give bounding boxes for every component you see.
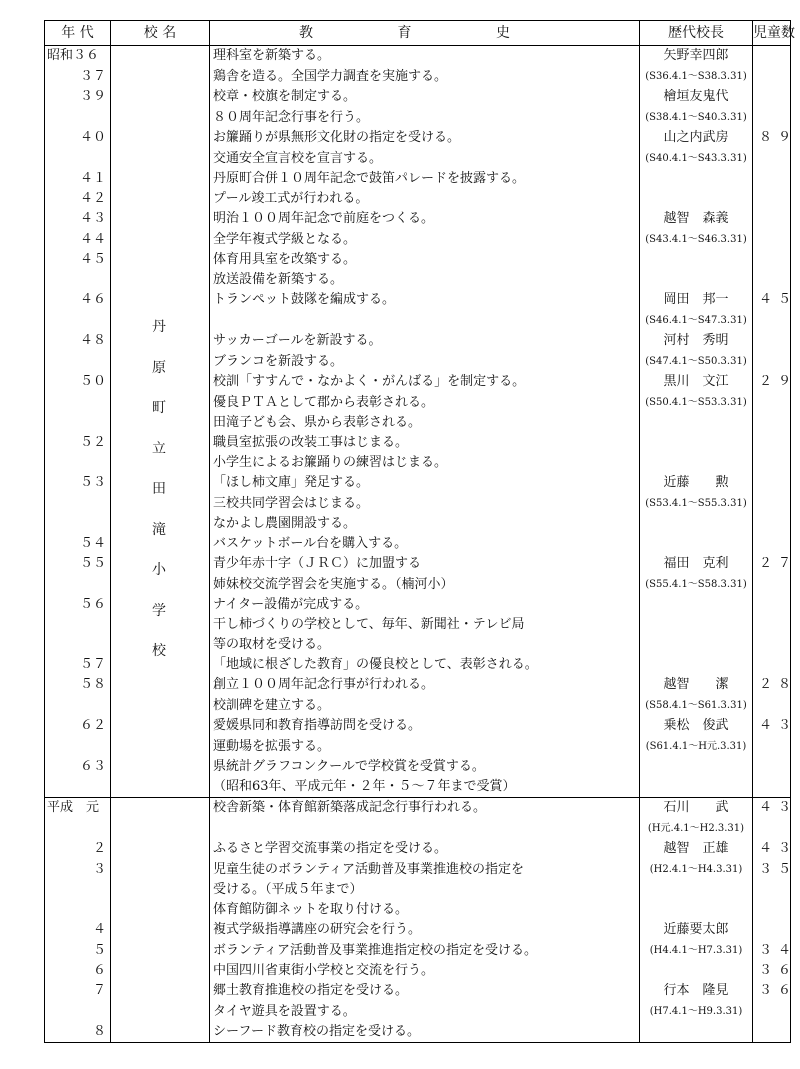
- year-cell: ４３: [45, 209, 111, 229]
- table-row: [45, 940, 791, 961]
- year-cell: ３９: [45, 87, 111, 107]
- pupil-count-cell: [753, 880, 791, 900]
- school-cell: [111, 148, 210, 169]
- school-cell: [111, 189, 210, 209]
- pupil-count-cell: [753, 351, 791, 372]
- principal-name-cell: [640, 615, 753, 635]
- pupil-count-cell: [753, 392, 791, 413]
- history-event-cell: [210, 818, 640, 839]
- history-event-cell: 田滝子ども会、県から表彰される。: [210, 413, 640, 433]
- pupil-count-cell: ３４: [753, 940, 791, 961]
- history-event-cell: 校舎新築・体育館新築落成記念行事行われる。: [210, 798, 640, 819]
- principal-name-cell: [640, 250, 753, 270]
- pupil-count-cell: [753, 1001, 791, 1022]
- principal-name-cell: 越智 潔: [640, 675, 753, 695]
- year-cell: [45, 270, 111, 290]
- school-cell: [111, 695, 210, 716]
- school-cell: [111, 250, 210, 270]
- year-cell: ５４: [45, 534, 111, 554]
- pupil-count-cell: [753, 514, 791, 534]
- history-body: [45, 46, 798, 1043]
- pupil-count-cell: [753, 655, 791, 675]
- table-row: [45, 169, 791, 189]
- history-event-cell: ナイター設備が完成する。: [210, 595, 640, 615]
- header-year: 年 代: [45, 21, 111, 46]
- header-principal: 歴代校長: [640, 21, 753, 46]
- year-cell: ４: [45, 920, 111, 940]
- principal-name-cell: 越智 森義: [640, 209, 753, 229]
- table-row: [45, 1001, 791, 1022]
- pupil-count-cell: ４５: [753, 290, 791, 310]
- year-cell: ６２: [45, 716, 111, 736]
- year-cell: ６: [45, 961, 111, 981]
- principal-term-cell: (S55.4.1～S58.3.31): [640, 574, 753, 595]
- principal-name-cell: [640, 961, 753, 981]
- history-event-cell: プール竣工式が行われる。: [210, 189, 640, 209]
- school-name-char: 町: [152, 400, 166, 416]
- pupil-count-cell: [753, 189, 791, 209]
- school-cell: [111, 675, 210, 695]
- year-cell: [45, 736, 111, 757]
- history-event-cell: 体育用具室を改築する。: [210, 250, 640, 270]
- table-row: [45, 87, 791, 107]
- year-cell: ４６: [45, 290, 111, 310]
- history-event-cell: 創立１００周年記念行事が行われる。: [210, 675, 640, 695]
- history-event-cell: シーフード教育校の指定を受ける。: [210, 1022, 640, 1043]
- school-name-char: 立: [152, 440, 166, 457]
- history-table-sheet: [44, 20, 798, 1043]
- school-cell: [111, 209, 210, 229]
- pupil-count-cell: [753, 331, 791, 351]
- history-event-cell: 交通安全宣言校を宣言する。: [210, 148, 640, 169]
- table-row: [45, 839, 791, 859]
- principal-name-cell: [640, 880, 753, 900]
- table-row: [45, 736, 791, 757]
- pupil-count-cell: ２７: [753, 554, 791, 574]
- table-row: [45, 798, 791, 819]
- pupil-count-cell: [753, 209, 791, 229]
- year-cell: 昭和３６: [45, 46, 111, 67]
- history-event-cell: バスケットボール台を購入する。: [210, 534, 640, 554]
- pupil-count-cell: [753, 87, 791, 107]
- table-row: [45, 148, 791, 169]
- school-name-char: 小: [152, 562, 166, 578]
- year-cell: [45, 777, 111, 798]
- pupil-count-cell: ３５: [753, 859, 791, 880]
- year-cell: [45, 574, 111, 595]
- table-row: [45, 128, 791, 148]
- header-history: 教 育 史: [210, 21, 640, 46]
- history-event-cell: 干し柿づくりの学校として、毎年、新聞社・テレビ局: [210, 615, 640, 635]
- year-cell: ３: [45, 859, 111, 880]
- principal-name-cell: [640, 433, 753, 453]
- school-cell: [111, 940, 210, 961]
- school-cell: [111, 818, 210, 839]
- table-row: [45, 961, 791, 981]
- principal-name-cell: [640, 270, 753, 290]
- year-cell: [45, 351, 111, 372]
- history-event-cell: 青少年赤十字（ＪＲＣ）に加盟する: [210, 554, 640, 574]
- history-event-cell: 郷土教育推進校の指定を受ける。: [210, 981, 640, 1001]
- year-cell: ６３: [45, 757, 111, 777]
- history-event-cell: 「ほし柿文庫」発足する。: [210, 473, 640, 493]
- history-event-cell: （昭和63年、平成元年・２年・５～７年まで受賞）: [210, 777, 640, 798]
- year-cell: ４１: [45, 169, 111, 189]
- pupil-count-cell: [753, 107, 791, 128]
- school-cell: [111, 169, 210, 189]
- pupil-count-cell: ３６: [753, 961, 791, 981]
- history-event-cell: お簾踊りが県無形文化財の指定を受ける。: [210, 128, 640, 148]
- table-row: [45, 1022, 791, 1043]
- history-event-cell: ふるさと学習交流事業の指定を受ける。: [210, 839, 640, 859]
- principal-name-cell: 山之内武房: [640, 128, 753, 148]
- school-cell: [111, 290, 210, 310]
- history-event-cell: 校訓碑を建立する。: [210, 695, 640, 716]
- table-row: [45, 818, 791, 839]
- history-event-cell: 校訓「すすんで・なかよく・がんばる」を制定する。: [210, 372, 640, 392]
- table-row: [45, 757, 791, 777]
- principal-term-cell: (H7.4.1～H9.3.31): [640, 1001, 753, 1022]
- school-name-char: 原: [152, 359, 166, 376]
- principal-term-cell: (S40.4.1～S43.3.31): [640, 148, 753, 169]
- pupil-count-cell: [753, 229, 791, 250]
- year-cell: ５３: [45, 473, 111, 493]
- principal-term-cell: (S47.4.1～S50.3.31): [640, 351, 753, 372]
- pupil-count-cell: ４３: [753, 839, 791, 859]
- history-event-cell: 小学生によるお簾踊りの練習はじまる。: [210, 453, 640, 473]
- school-cell: [111, 777, 210, 798]
- year-cell: ４４: [45, 229, 111, 250]
- pupil-count-cell: ３６: [753, 981, 791, 1001]
- year-cell: ５７: [45, 655, 111, 675]
- table-row: [45, 189, 791, 209]
- pupil-count-cell: ４３: [753, 798, 791, 819]
- year-cell: ７: [45, 981, 111, 1001]
- year-cell: [45, 453, 111, 473]
- pupil-count-cell: [753, 615, 791, 635]
- pupil-count-cell: [753, 46, 791, 67]
- history-event-cell: 姉妹校交流学習会を実施する。（楠河小）: [210, 574, 640, 595]
- school-name-char: 滝: [152, 521, 166, 538]
- school-cell: [111, 270, 210, 290]
- school-cell: [111, 981, 210, 1001]
- table-row: [45, 209, 791, 229]
- school-name-char: 学: [152, 602, 166, 619]
- year-cell: ５８: [45, 675, 111, 695]
- pupil-count-cell: [753, 818, 791, 839]
- school-cell: [111, 87, 210, 107]
- pupil-count-cell: [753, 900, 791, 920]
- principal-term-cell: (H2.4.1～H4.3.31): [640, 859, 753, 880]
- year-cell: ３７: [45, 66, 111, 87]
- school-cell: [111, 46, 210, 67]
- school-cell: [111, 880, 210, 900]
- pupil-count-cell: [753, 635, 791, 655]
- pupil-count-cell: [753, 250, 791, 270]
- history-event-cell: 放送設備を新築する。: [210, 270, 640, 290]
- pupil-count-cell: [753, 1022, 791, 1043]
- history-event-cell: 複式学級指導講座の研究会を行う。: [210, 920, 640, 940]
- school-cell: [111, 961, 210, 981]
- principal-name-cell: 河村 秀明: [640, 331, 753, 351]
- pupil-count-cell: [753, 757, 791, 777]
- school-cell: [111, 1001, 210, 1022]
- principal-name-cell: 岡田 邦一: [640, 290, 753, 310]
- school-cell: [111, 229, 210, 250]
- table-row: [45, 250, 791, 270]
- school-cell: [111, 128, 210, 148]
- school-name-char: 丹: [152, 319, 166, 335]
- table-row: [45, 716, 791, 736]
- history-event-cell: なかよし農園開設する。: [210, 514, 640, 534]
- table-row: [45, 107, 791, 128]
- pupil-count-cell: [753, 473, 791, 493]
- principal-name-cell: [640, 757, 753, 777]
- principal-term-cell: (S53.4.1～S55.3.31): [640, 493, 753, 514]
- table-row: [45, 229, 791, 250]
- school-cell: [111, 920, 210, 940]
- header-school: 校 名: [111, 21, 210, 46]
- pupil-count-cell: ８９: [753, 128, 791, 148]
- history-event-cell: 「地域に根ざした教育」の優良校として、表彰される。: [210, 655, 640, 675]
- principal-name-cell: [640, 655, 753, 675]
- school-cell: [111, 798, 210, 819]
- table-row: [45, 695, 791, 716]
- principal-term-cell: (S46.4.1～S47.3.31): [640, 310, 753, 331]
- pupil-count-cell: ２９: [753, 372, 791, 392]
- year-cell: [45, 310, 111, 331]
- history-event-cell: 愛媛県同和教育指導訪問を受ける。: [210, 716, 640, 736]
- year-cell: [45, 514, 111, 534]
- year-cell: [45, 392, 111, 413]
- year-cell: ５５: [45, 554, 111, 574]
- history-event-cell: ボランティア活動普及事業推進指定校の指定を受ける。: [210, 940, 640, 961]
- school-cell: [111, 839, 210, 859]
- school-cell: [111, 736, 210, 757]
- pupil-count-cell: [753, 169, 791, 189]
- principal-name-cell: 福田 克利: [640, 554, 753, 574]
- pupil-count-cell: [753, 310, 791, 331]
- pupil-count-cell: [753, 433, 791, 453]
- principal-name-cell: 近藤 勲: [640, 473, 753, 493]
- principal-term-cell: (S61.4.1～H元.3.31): [640, 736, 753, 757]
- history-event-cell: 体育館防御ネットを取り付ける。: [210, 900, 640, 920]
- principal-name-cell: 黒川 文江: [640, 372, 753, 392]
- year-cell: [45, 695, 111, 716]
- table-row: [45, 66, 791, 87]
- principal-name-cell: [640, 635, 753, 655]
- principal-name-cell: 近藤要太郎: [640, 920, 753, 940]
- principal-term-cell: (S58.4.1～S61.3.31): [640, 695, 753, 716]
- principal-term-cell: (H元.4.1～H2.3.31): [640, 818, 753, 839]
- principal-name-cell: 石川 武: [640, 798, 753, 819]
- principal-term-cell: (S38.4.1～S40.3.31): [640, 107, 753, 128]
- history-event-cell: 児童生徒のボランティア活動普及事業推進校の指定を: [210, 859, 640, 880]
- school-cell: [111, 757, 210, 777]
- year-cell: [45, 148, 111, 169]
- history-event-cell: 県統計グラフコンクールで学校賞を受賞する。: [210, 757, 640, 777]
- principal-term-cell: (S50.4.1～S53.3.31): [640, 392, 753, 413]
- history-event-cell: 職員室拡張の改装工事はじまる。: [210, 433, 640, 453]
- history-event-cell: 全学年複式学級となる。: [210, 229, 640, 250]
- history-event-cell: タイヤ遊具を設置する。: [210, 1001, 640, 1022]
- header-pupils: 児童数: [753, 21, 791, 46]
- history-event-cell: 明治１００周年記念で前庭をつくる。: [210, 209, 640, 229]
- year-cell: [45, 900, 111, 920]
- table-row: [45, 880, 791, 900]
- school-cell: [111, 66, 210, 87]
- principal-term-cell: (S36.4.1～S38.3.31): [640, 66, 753, 87]
- history-event-cell: 校章・校旗を制定する。: [210, 87, 640, 107]
- pupil-count-cell: [753, 736, 791, 757]
- principal-name-cell: 越智 正雄: [640, 839, 753, 859]
- history-event-cell: 等の取材を受ける。: [210, 635, 640, 655]
- year-cell: [45, 493, 111, 514]
- principal-name-cell: [640, 453, 753, 473]
- history-event-cell: 丹原町合併１０周年記念で鼓笛パレードを披露する。: [210, 169, 640, 189]
- pupil-count-cell: [753, 493, 791, 514]
- year-cell: [45, 635, 111, 655]
- table-row: [45, 46, 791, 67]
- year-cell: [45, 615, 111, 635]
- principal-name-cell: 乗松 俊武: [640, 716, 753, 736]
- history-event-cell: 運動場を拡張する。: [210, 736, 640, 757]
- year-cell: [45, 107, 111, 128]
- principal-name-cell: [640, 189, 753, 209]
- year-cell: ５６: [45, 595, 111, 615]
- history-event-cell: サッカーゴールを新設する。: [210, 331, 640, 351]
- pupil-count-cell: [753, 920, 791, 940]
- school-cell: [111, 900, 210, 920]
- year-cell: [45, 818, 111, 839]
- table-row: [45, 900, 791, 920]
- principal-term-cell: (H4.4.1～H7.3.31): [640, 940, 753, 961]
- year-cell: ４２: [45, 189, 111, 209]
- principal-name-cell: [640, 169, 753, 189]
- pupil-count-cell: [753, 148, 791, 169]
- year-cell: [45, 413, 111, 433]
- principal-name-cell: [640, 777, 753, 798]
- principal-name-cell: [640, 413, 753, 433]
- principal-name-cell: 行本 隆見: [640, 981, 753, 1001]
- history-event-cell: トランペット鼓隊を編成する。: [210, 290, 640, 310]
- year-cell: [45, 1001, 111, 1022]
- pupil-count-cell: [753, 270, 791, 290]
- year-cell: [45, 880, 111, 900]
- principal-name-cell: [640, 534, 753, 554]
- year-cell: ５２: [45, 433, 111, 453]
- pupil-count-cell: [753, 595, 791, 615]
- school-cell: [111, 1022, 210, 1043]
- school-cell: [111, 859, 210, 880]
- year-cell: ８: [45, 1022, 111, 1043]
- pupil-count-cell: [753, 534, 791, 554]
- principal-name-cell: [640, 514, 753, 534]
- pupil-count-cell: ４３: [753, 716, 791, 736]
- table-row: [45, 675, 791, 695]
- pupil-count-cell: [753, 695, 791, 716]
- pupil-count-cell: [753, 453, 791, 473]
- history-event-cell: ８０周年記念行事を行う。: [210, 107, 640, 128]
- table-row: [45, 920, 791, 940]
- year-cell: 平成 元: [45, 798, 111, 819]
- principal-name-cell: 矢野幸四郎: [640, 46, 753, 67]
- school-name-char: 校: [152, 643, 166, 659]
- pupil-count-cell: [753, 777, 791, 798]
- principal-name-cell: [640, 900, 753, 920]
- table-row: [45, 859, 791, 880]
- pupil-count-cell: [753, 413, 791, 433]
- history-event-cell: [210, 310, 640, 331]
- history-event-cell: 三校共同学習会はじまる。: [210, 493, 640, 514]
- school-cell: [111, 716, 210, 736]
- pupil-count-cell: [753, 574, 791, 595]
- year-cell: ４８: [45, 331, 111, 351]
- year-cell: ４０: [45, 128, 111, 148]
- year-cell: ２: [45, 839, 111, 859]
- principal-name-cell: 檜垣友鬼代: [640, 87, 753, 107]
- year-cell: ４５: [45, 250, 111, 270]
- pupil-count-cell: ２８: [753, 675, 791, 695]
- history-event-cell: 鶏舎を造る。全国学力調査を実施する。: [210, 66, 640, 87]
- school-cell: [111, 107, 210, 128]
- table-row: [45, 270, 791, 290]
- principal-term-cell: (S43.4.1～S46.3.31): [640, 229, 753, 250]
- principal-name-cell: [640, 595, 753, 615]
- principal-name-cell: [640, 1022, 753, 1043]
- year-cell: ５: [45, 940, 111, 961]
- table-row: [45, 290, 791, 310]
- history-event-cell: 受ける。（平成５年まで）: [210, 880, 640, 900]
- header-row: [45, 21, 791, 46]
- history-event-cell: 中国四川省東街小学校と交流を行う。: [210, 961, 640, 981]
- history-event-cell: ブランコを新設する。: [210, 351, 640, 372]
- history-event-cell: 理科室を新築する。: [210, 46, 640, 67]
- table-row: [45, 981, 791, 1001]
- history-event-cell: 優良ＰＴＡとして郡から表彰される。: [210, 392, 640, 413]
- school-name-char: 田: [152, 481, 166, 497]
- table-row: [45, 777, 791, 798]
- year-cell: ５０: [45, 372, 111, 392]
- pupil-count-cell: [753, 66, 791, 87]
